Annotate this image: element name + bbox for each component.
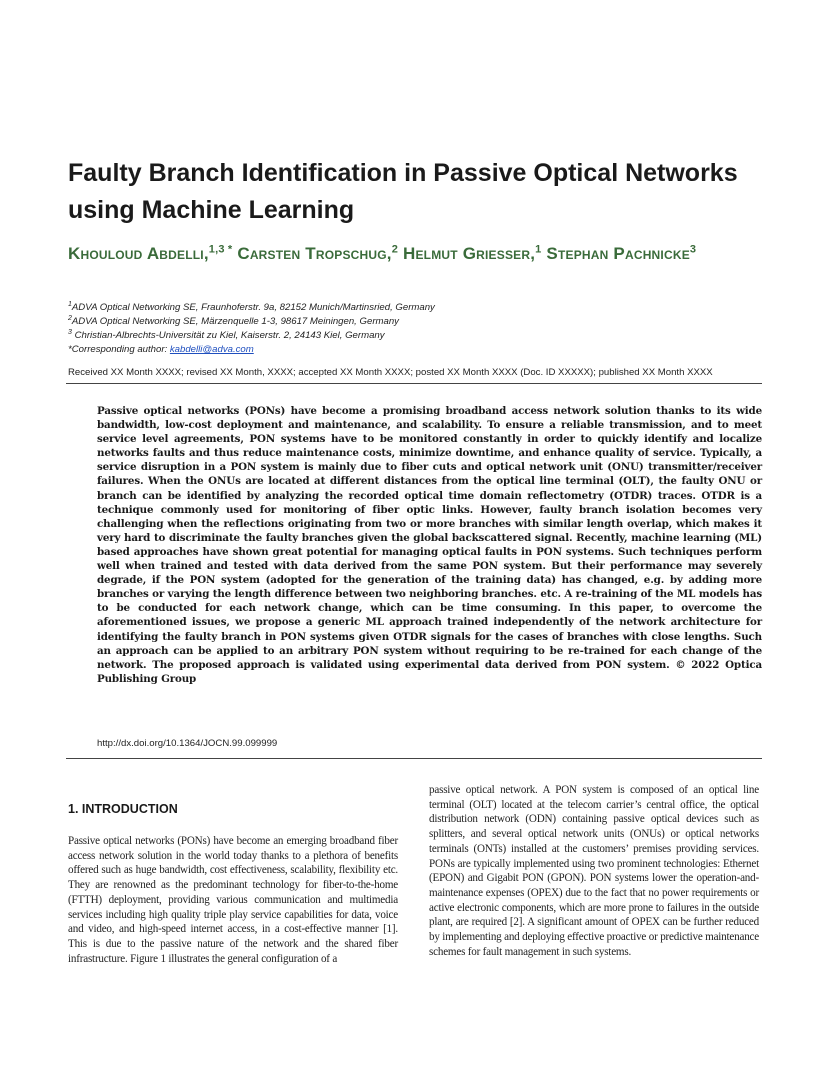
received-dates: Received XX Month XXXX; revised XX Month, XXXX; accepted XX Month XXXX; posted XX Month XXXX (Doc. ID XXXXX); published XX Month XXXX xyxy=(68,367,713,378)
doi-link[interactable]: http://dx.doi.org/10.1364/JOCN.99.099999 xyxy=(97,738,278,749)
corresponding-email-link[interactable]: kabdelli@adva.com xyxy=(169,344,254,355)
affiliation-line xyxy=(68,301,768,315)
affiliation-mark: 3 xyxy=(68,328,72,336)
affiliations xyxy=(68,301,768,357)
author-affiliation-mark: 2 xyxy=(391,243,399,256)
affiliation-text: ADVA Optical Networking SE, Fraunhoferstr. 9a, 82152 Munich/Martinsried, Germany xyxy=(71,302,435,313)
corresponding-author xyxy=(68,343,768,357)
corresponding-label: *Corresponding author: xyxy=(68,344,170,355)
affiliation-line xyxy=(68,315,768,329)
paper-title: Faulty Branch Identification in Passive Optical Networks using Machine Learning xyxy=(68,159,738,224)
author-affiliation-mark: 1 xyxy=(535,243,542,256)
author-name: Stephan Pachnicke xyxy=(546,244,690,263)
affiliation-mark: 2 xyxy=(68,314,72,322)
affiliation-line xyxy=(68,329,768,343)
author-affiliation-mark: 1,3 * xyxy=(208,243,233,256)
header-divider xyxy=(66,383,762,384)
body-column-left: Passive optical networks (PONs) have become an emerging broadband fiber access network solution in the world today thanks to a plethora of benefits offered such as huge bandwidth, cost effectiveness, scalability, flexibility etc. They are renowned as the predominant technology for fiber-to-the-home (FTTH) deployment, providing various communication and multimedia services including high quality triple play service capabilities for data, voice and video, and high-speed internet access, in a cost-effective manner [1]. This is due to the passive nature of the network and the shared fiber infrastructure. Figure 1 illustrates the general configuration of a xyxy=(68,835,398,965)
author-name: Khouloud Abdelli, xyxy=(68,244,209,263)
author-list xyxy=(68,240,768,267)
affiliation-mark: 1 xyxy=(68,300,72,308)
author-name: Carsten Tropschug, xyxy=(237,244,392,263)
affiliation-text: Christian-Albrechts-Universität zu Kiel, Kaiserstr. 2, 24143 Kiel, Germany xyxy=(71,330,385,341)
body-column-right: passive optical network. A PON system is composed of an optical line terminal (OLT) located at the telecom carrier’s central office, the optical distribution network (ODN) containing passive optical devices such as splitters, and several optical network units (ONUs) or optical networks terminals (ONTs) installed at the customers’ premises providing services. PONs are typically implemented using two prominent technologies: Ethernet (EPON) and Gigabit PON (GPON). PON systems lower the operation-and-maintenance expenses (OPEX) due to the fact that no power requirements or active electronic components, which are more prone to failures in the outside plant, are required [2]. A significant amount of OPEX can be further reduced by implementing and deploying effective proactive or predictive maintenance schemes for fault management in such systems. xyxy=(429,784,759,958)
affiliation-text: ADVA Optical Networking SE, Märzenquelle 1-3, 98617 Meiningen, Germany xyxy=(71,316,399,327)
author-affiliation-mark: 3 xyxy=(689,243,697,256)
section-heading: 1. INTRODUCTION xyxy=(68,802,178,816)
abstract-divider xyxy=(66,758,762,759)
abstract: Passive optical networks (PONs) have become a promising broadband access network solution thanks to its wide bandwidth, low-cost deployment and maintenance, and scalability. To ensure a reliable transmission, and to meet service level agreements, PON systems have to be monitored constantly in order to quickly identify and localize networks faults and thus reduce maintenance costs, minimize downtime, and enhance quality of service. Typically, a service disruption in a PON system is mainly due to fiber cuts and optical network unit (ONU) transmitter/receiver failures. When the ONUs are located at different distances from the optical line terminal (OLT), the faulty ONU or branch can be identified by analyzing the recorded optical time domain reflectometry (OTDR) traces. OTDR is a technique commonly used for monitoring of fiber optic links. However, faulty branch isolation becomes very challenging when the reflections originating from two or more branches with similar length overlap, which makes it very hard to discriminate the faulty branches given the global backscattered signal. Recently, machine learning (ML) based approaches have shown great potential for managing optical faults in PON systems. Such techniques perform well when trained and tested with data derived from the same PON system. But their performance may severely degrade, if the PON system (adopted for the generation of the training data) has changed, e.g. by adding more branches or varying the length difference between two neighboring branches. etc. A re-training of the ML models has to be conducted for each network change, which can be time consuming. In this paper, to overcome the aforementioned issues, we propose a generic ML approach trained independently of the network architecture for identifying the faulty branch in PON systems given OTDR signals for the cases of branches with close lengths. Such an approach can be applied to an arbitrary PON system without requiring to be re-trained for each change of the network. The proposed approach is validated using experimental data derived from PON system. © 2022 Optica Publishing Group xyxy=(97,405,762,685)
author-name: Helmut Griesser, xyxy=(403,244,536,263)
